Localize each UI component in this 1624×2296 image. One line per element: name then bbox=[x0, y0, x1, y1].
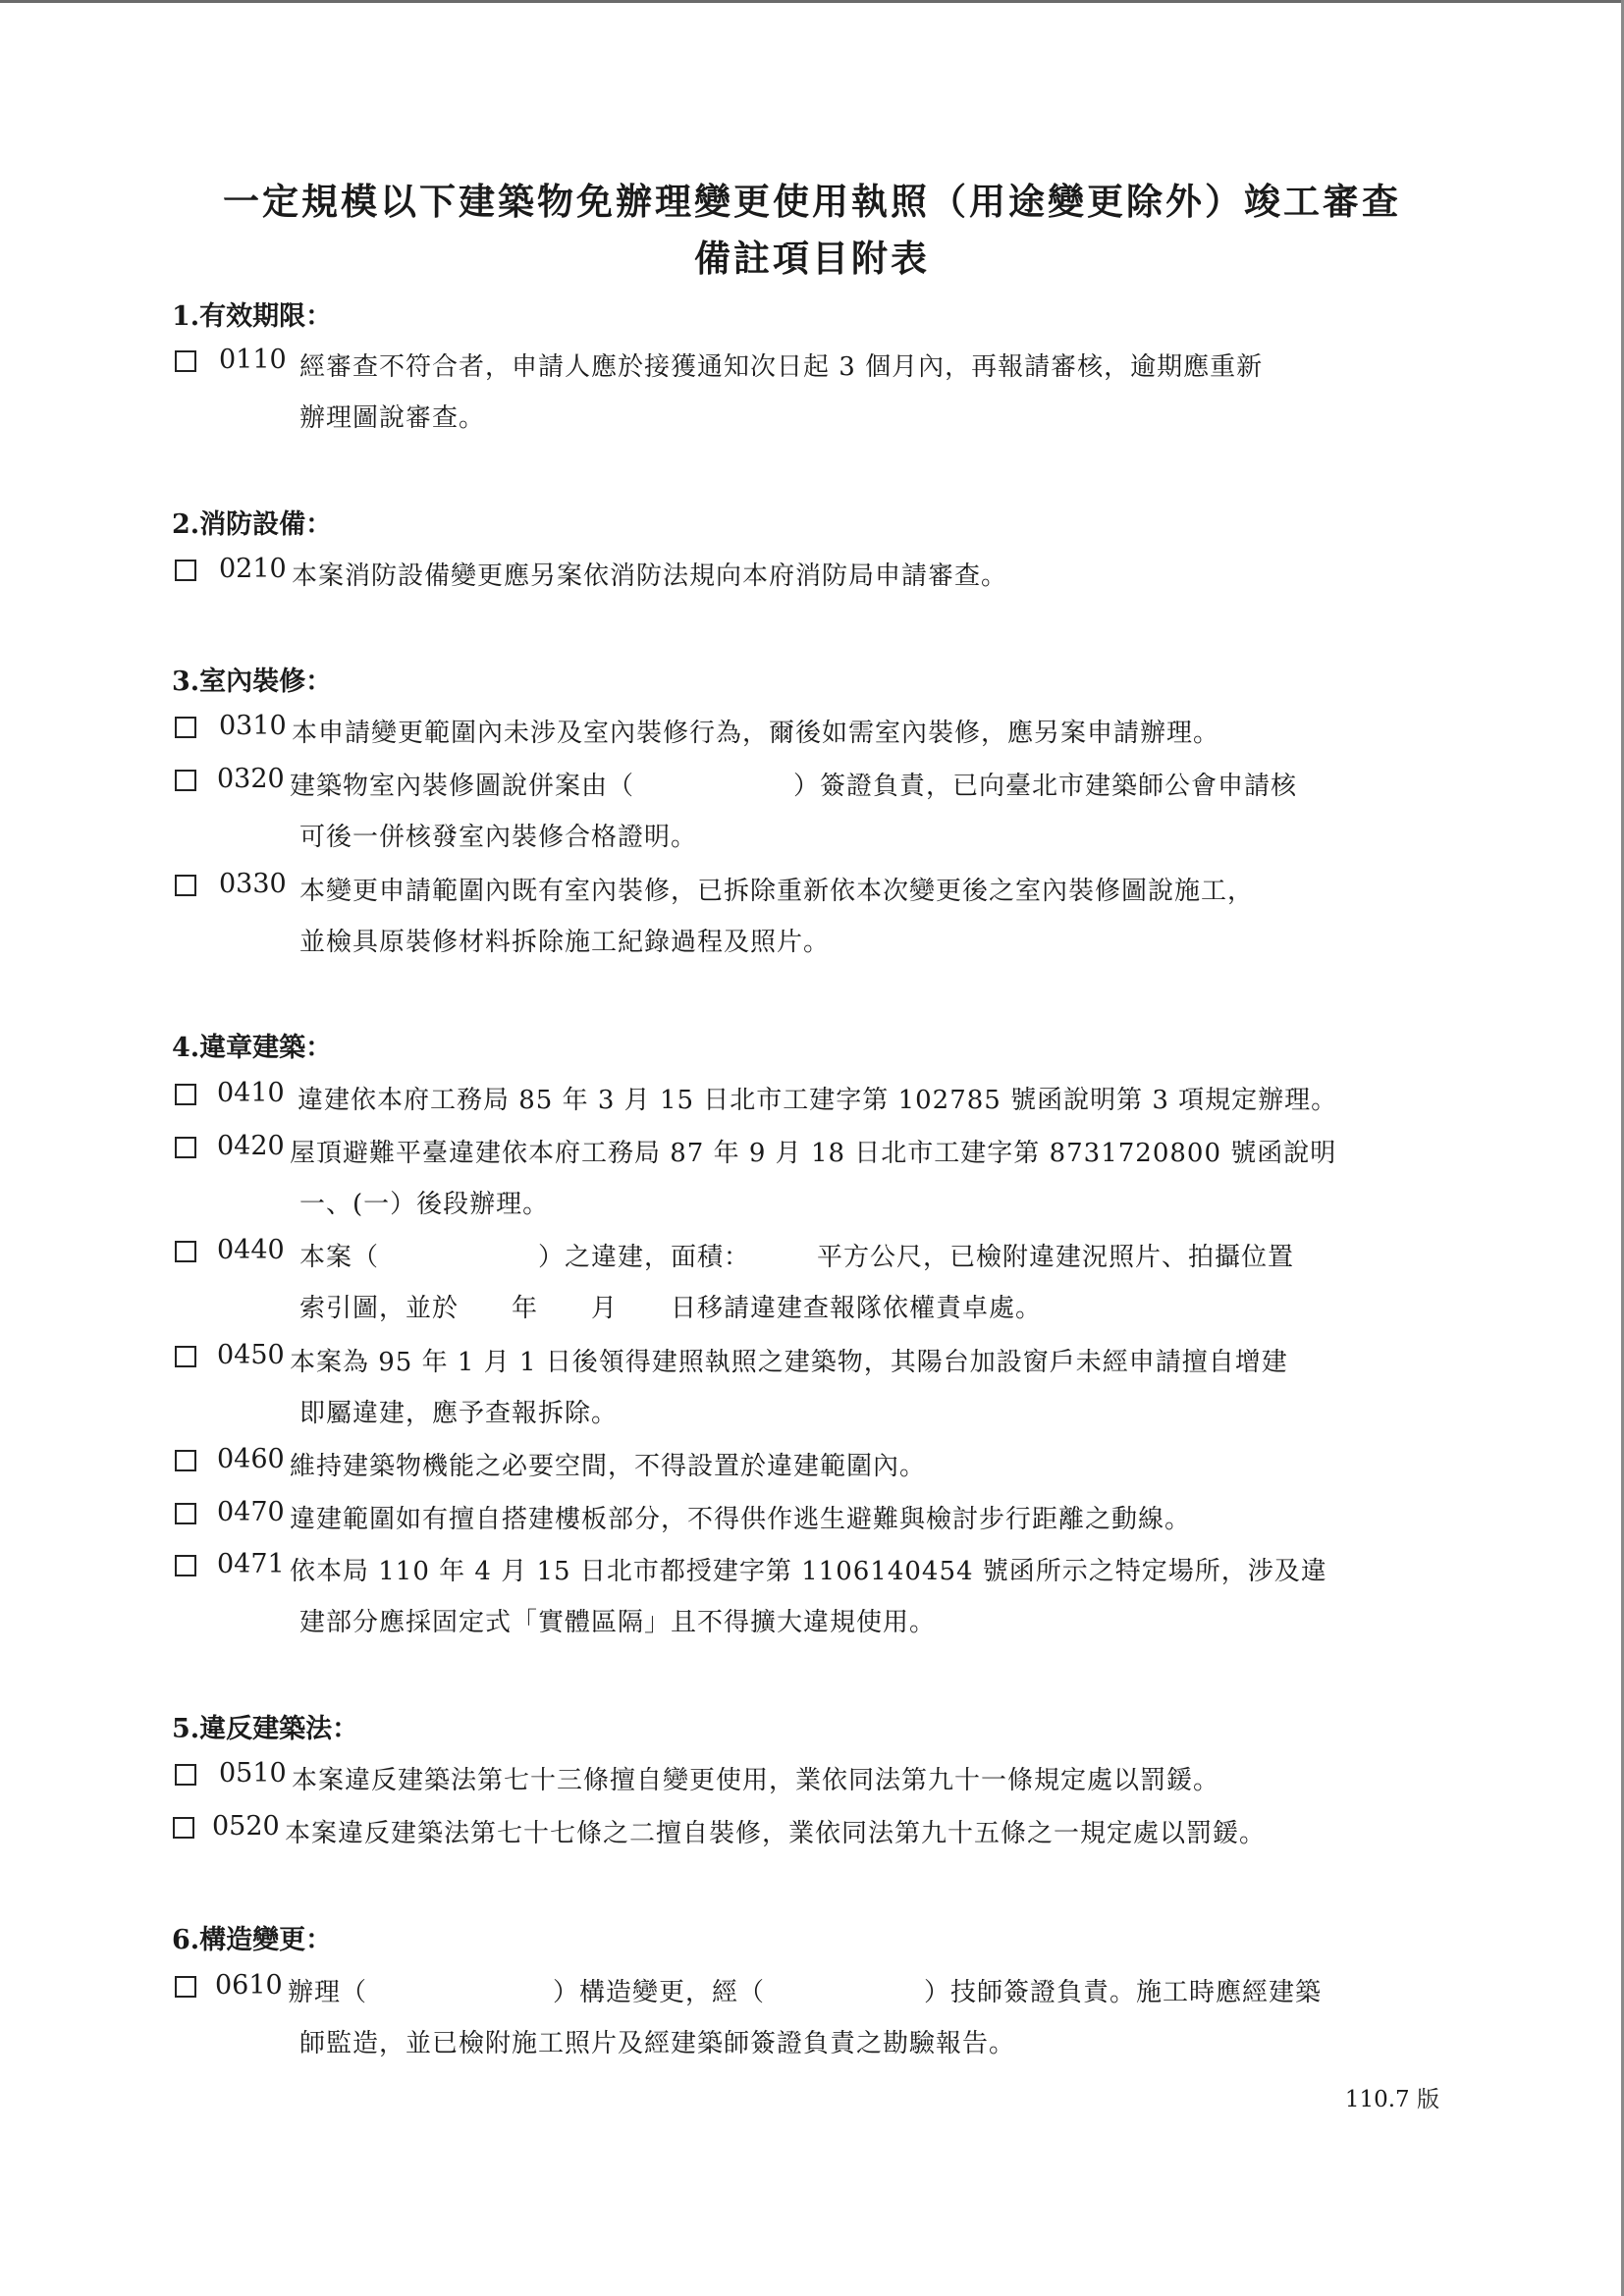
scan-top-edge bbox=[0, 0, 1624, 3]
checkbox-0330[interactable] bbox=[175, 875, 196, 896]
item-text-0470: 違建範圍如有擅自搭建樓板部分，不得供作逃生避難與檢討步行距離之動線。 bbox=[290, 1505, 1192, 1534]
item-text-0471: 依本局 110 年 4 月 15 日北市都授建字第 1106140454 號函所示之特定場所，涉及違 bbox=[290, 1557, 1327, 1586]
item-text-0320: 建築物室內裝修圖說併案由（ ）簽證負責，已向臺北市建築師公會申請核 bbox=[290, 772, 1298, 801]
item-text-0610-cont: 師監造，並已檢附施工照片及經建築師簽證負責之勘驗報告。 bbox=[299, 2029, 1016, 2058]
section-heading-structural-change: 6.構造變更： bbox=[172, 1925, 333, 1955]
item-code-0610: 0610 bbox=[215, 1970, 283, 2001]
item-code-0330: 0330 bbox=[219, 869, 287, 899]
item-code-0450: 0450 bbox=[217, 1340, 285, 1370]
section-heading-building-act-violation: 5.違反建築法： bbox=[172, 1714, 359, 1744]
item-code-0510: 0510 bbox=[219, 1758, 287, 1789]
item-text-0450-cont: 即屬違建，應予查報拆除。 bbox=[299, 1399, 619, 1428]
item-text-0420-cont: 一、(一）後段辦理。 bbox=[299, 1190, 550, 1219]
checkbox-0420[interactable] bbox=[175, 1137, 196, 1158]
item-code-0470: 0470 bbox=[217, 1497, 285, 1527]
item-text-0420: 屋頂避難平臺違建依本府工務局 87 年 9 月 18 日北市工建字第 8731720800 號函說明 bbox=[290, 1139, 1337, 1168]
checkbox-0450[interactable] bbox=[175, 1346, 196, 1367]
item-code-0471: 0471 bbox=[217, 1549, 285, 1579]
checkbox-0610[interactable] bbox=[175, 1976, 196, 1998]
item-code-0310: 0310 bbox=[219, 711, 287, 741]
checkbox-0471[interactable] bbox=[175, 1555, 196, 1576]
item-text-0330-cont: 並檢具原裝修材料拆除施工紀錄過程及照片。 bbox=[299, 928, 831, 957]
item-text-0410: 違建依本府工務局 85 年 3 月 15 日北市工建字第 102785 號函說明第 3 項規定辦理。 bbox=[298, 1086, 1338, 1115]
item-code-0210: 0210 bbox=[219, 554, 287, 584]
item-code-0110: 0110 bbox=[219, 345, 287, 375]
checkbox-0310[interactable] bbox=[175, 717, 196, 738]
checkbox-0320[interactable] bbox=[175, 770, 196, 791]
document-title-line2: 備註項目附表 bbox=[694, 237, 930, 280]
version-label: 110.7 版 bbox=[1344, 2087, 1439, 2112]
checkbox-0510[interactable] bbox=[175, 1764, 196, 1786]
checkbox-0470[interactable] bbox=[175, 1503, 196, 1524]
item-text-0320-cont: 可後一併核發室內裝修合格證明。 bbox=[299, 823, 698, 852]
item-text-0110: 經審查不符合者，申請人應於接獲通知次日起 3 個月內，再報請審核，逾期應重新 bbox=[299, 352, 1264, 382]
item-code-0410: 0410 bbox=[217, 1078, 285, 1108]
item-text-0110-cont: 辦理圖說審查。 bbox=[299, 403, 486, 433]
checkbox-0410[interactable] bbox=[175, 1084, 196, 1105]
item-text-0460: 維持建築物機能之必要空間，不得設置於違建範圍內。 bbox=[290, 1452, 927, 1481]
item-code-0460: 0460 bbox=[217, 1444, 285, 1474]
item-text-0450: 本案為 95 年 1 月 1 日後領得建照執照之建築物，其陽台加設窗戶未經申請擅自增建 bbox=[290, 1348, 1288, 1377]
item-text-0330: 本變更申請範圍內既有室內裝修，已拆除重新依本次變更後之室內裝修圖說施工， bbox=[299, 877, 1255, 906]
section-heading-illegal-construction: 4.違章建築： bbox=[172, 1033, 333, 1063]
section-heading-fire-equipment: 2.消防設備： bbox=[172, 509, 333, 540]
item-code-0440: 0440 bbox=[217, 1235, 285, 1265]
checkbox-0520[interactable] bbox=[173, 1817, 194, 1839]
checkbox-0440[interactable] bbox=[175, 1241, 196, 1262]
item-text-0610: 辦理（ ）構造變更，經（ ）技師簽證負責。施工時應經建築 bbox=[288, 1978, 1323, 2007]
checkbox-0460[interactable] bbox=[175, 1450, 196, 1471]
item-text-0440-cont: 索引圖，並於 年 月 日移請違建查報隊依權責卓處。 bbox=[299, 1294, 1043, 1323]
item-text-0440: 本案（ ）之違建，面積： 平方公尺，已檢附違建況照片、拍攝位置 bbox=[299, 1243, 1295, 1272]
document-title-line1: 一定規模以下建築物免辦理變更使用執照（用途變更除外）竣工審查 bbox=[223, 180, 1401, 223]
checkbox-0110[interactable] bbox=[175, 350, 196, 372]
item-code-0520: 0520 bbox=[212, 1811, 280, 1842]
item-text-0510: 本案違反建築法第七十三條擅自變更使用，業依同法第九十一條規定處以罰鍰。 bbox=[292, 1766, 1220, 1795]
item-text-0471-cont: 建部分應採固定式「實體區隔」且不得擴大違規使用。 bbox=[299, 1608, 937, 1637]
section-heading-validity: 1.有效期限： bbox=[172, 301, 333, 332]
item-text-0210: 本案消防設備變更應另案依消防法規向本府消防局申請審查。 bbox=[292, 561, 1008, 591]
section-heading-interior: 3.室內裝修： bbox=[172, 667, 333, 697]
checkbox-0210[interactable] bbox=[175, 560, 196, 581]
item-text-0520: 本案違反建築法第七十七條之二擅自裝修，業依同法第九十五條之一規定處以罰鍰。 bbox=[285, 1819, 1267, 1848]
item-code-0320: 0320 bbox=[217, 764, 285, 794]
item-text-0310: 本申請變更範圍內未涉及室內裝修行為，爾後如需室內裝修，應另案申請辦理。 bbox=[292, 719, 1220, 748]
item-code-0420: 0420 bbox=[217, 1131, 285, 1161]
